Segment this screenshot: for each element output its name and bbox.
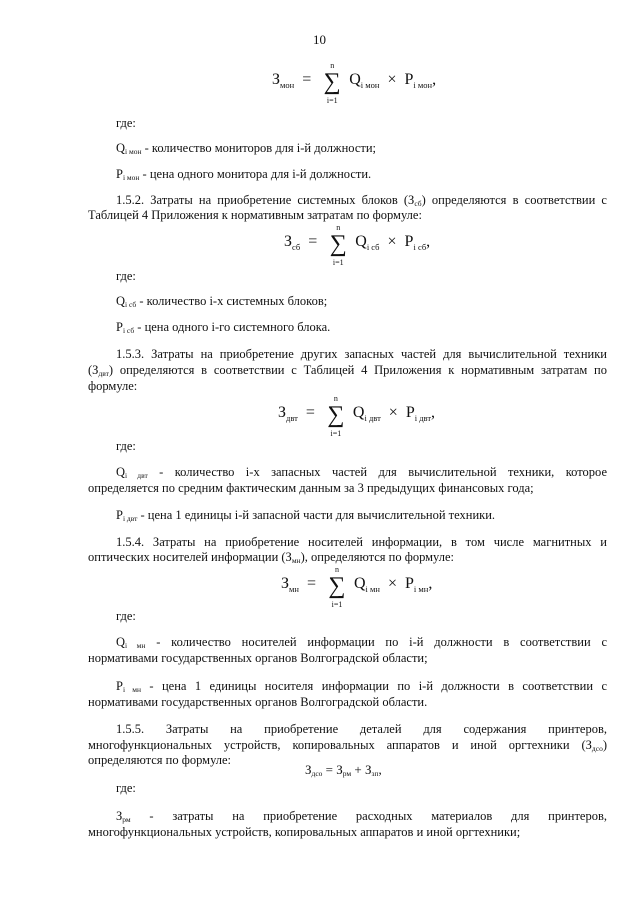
definition-q-system-units: Qi сб - количество i-х системных блоков; — [116, 294, 328, 309]
formula-monitors: $З_{мон}$ = n ∑ i=1 $Q_{i мон} \times P_{i мон}$, — [272, 61, 437, 105]
paragraph-1-5-3-line1: 1.5.3. Затраты на приобретение других запасных частей для вычислительной техники — [116, 347, 607, 361]
definition-p-system-units: Pi сб - цена одного i-го системного блока. — [116, 320, 331, 335]
sum-sign: n ∑ i=1 — [328, 565, 346, 609]
paragraph-1-5-3-line3: формуле: — [88, 379, 138, 393]
where-label: где: — [116, 609, 136, 623]
definition-q-spare-parts-line1: Qi двт - количество i-х запасных частей для вычислительной техники, которое — [116, 465, 607, 480]
paragraph-1-5-2-line2: Таблицей 4 Приложения к нормативным затратам по формуле: — [88, 208, 422, 222]
page-number: 10 — [313, 32, 326, 47]
where-label: где: — [116, 439, 136, 453]
where-label: где: — [116, 269, 136, 283]
formula-lhs: $З_{сб}$ — [284, 233, 301, 252]
paragraph-1-5-5-line2: многофункциональных устройств, копировальных аппаратов и иной оргтехники (Здсо) — [88, 738, 607, 753]
formula-spare-parts: $З_{двт}$ = n ∑ i=1 $Q_{i двт} \times P_{i двт}$, — [278, 394, 436, 438]
formula-system-units: $З_{сб}$ = n ∑ i=1 $Q_{i сб} \times P_{i сб}$, — [284, 223, 431, 267]
formula-parts-total: Здсо = Зрм + Ззп, — [305, 762, 382, 778]
formula-lhs: $З_{мн}$ — [281, 575, 299, 594]
definition-z-consumables-line2: многофункциональных устройств, копировальных аппаратов и иной оргтехники; — [88, 825, 521, 839]
formula-lhs: $З_{мон}$ — [272, 71, 295, 90]
where-label: где: — [116, 781, 136, 795]
sum-sign: n ∑ i=1 — [323, 61, 341, 105]
definition-p-monitors: Pi мон - цена одного монитора для i-й должности. — [116, 167, 372, 182]
definition-p-storage-media-line1: Pi мн - цена 1 единицы носителя информации по i-й должности в соответствии с — [116, 679, 608, 694]
definition-z-consumables-line1: Зрм - затраты на приобретение расходных материалов для принтеров, — [116, 809, 607, 824]
definition-p-spare-parts: Pi двт - цена 1 единицы i-й запасной части для вычислительной техники. — [116, 508, 496, 523]
paragraph-1-5-4-line2: оптических носителей информации (Змн), определяются по формуле: — [88, 550, 455, 565]
definition-q-storage-media-line2: нормативами государственных органов Волгоградской области; — [88, 651, 428, 665]
paragraph-1-5-5-line3: определяются по формуле: — [88, 753, 232, 767]
formula-storage-media: $З_{мн}$ = n ∑ i=1 $Q_{i мн} \times P_{i мн}$, — [281, 565, 433, 609]
definition-q-spare-parts-line2: определяется по средним фактическим данным за 3 предыдущих финансовых года; — [88, 481, 534, 495]
sum-sign: n ∑ i=1 — [329, 223, 347, 267]
definition-q-storage-media-line1: Qi мн - количество носителей информации по i-й должности в соответствии с — [116, 635, 608, 650]
sum-sign: n ∑ i=1 — [327, 394, 345, 438]
paragraph-1-5-2-line1: 1.5.2. Затраты на приобретение системных блоков (Зсб) определяются в соответствии с — [116, 193, 607, 208]
definition-q-monitors: Qi мон - количество мониторов для i-й должности; — [116, 141, 376, 156]
equals-sign: = — [302, 71, 312, 88]
definition-p-storage-media-line2: нормативами государственных органов Волгоградской области. — [88, 695, 428, 709]
formula-lhs: $З_{двт}$ — [278, 404, 298, 423]
paragraph-1-5-4-line1: 1.5.4. Затраты на приобретение носителей информации, в том числе магнитных и — [116, 535, 607, 549]
paragraph-1-5-5-line1: 1.5.5. Затраты на приобретение деталей для содержания принтеров, — [116, 722, 607, 736]
paragraph-1-5-3-line2: (Здвт) определяются в соответствии с Таблицей 4 Приложения к нормативным затратам по — [88, 363, 607, 378]
where-label: где: — [116, 116, 136, 130]
